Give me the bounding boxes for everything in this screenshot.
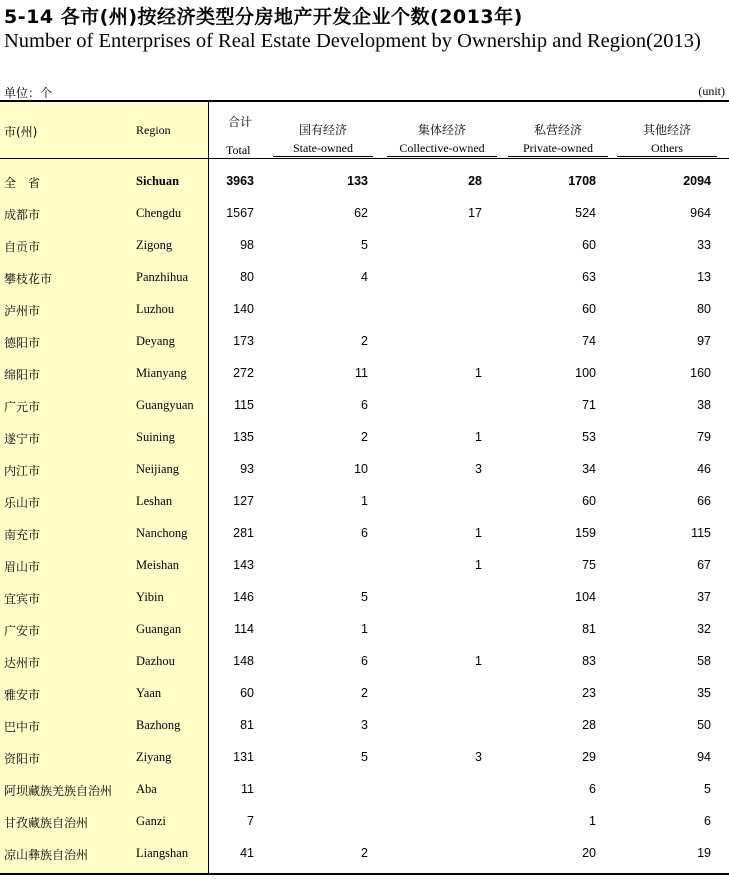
cell-private-owned: 74 bbox=[582, 334, 596, 348]
region-name-cn: 凉山彝族自治州 bbox=[4, 848, 89, 862]
region-name-en: Dazhou bbox=[136, 654, 175, 668]
table-row bbox=[0, 325, 729, 357]
table-row bbox=[0, 645, 729, 677]
region-name-en: Liangshan bbox=[136, 846, 189, 860]
cell-total: 60 bbox=[240, 686, 254, 700]
header-private-en: Private-owned bbox=[523, 141, 593, 155]
unit-label-en: (unit) bbox=[698, 84, 725, 98]
cell-private-owned: 20 bbox=[582, 846, 596, 860]
region-name-cn: 达州市 bbox=[4, 656, 41, 670]
cell-state-owned: 3 bbox=[361, 718, 368, 732]
cell-state-owned: 5 bbox=[361, 590, 368, 604]
table-row bbox=[0, 613, 729, 645]
cell-state-owned: 6 bbox=[361, 654, 368, 668]
cell-others: 35 bbox=[697, 686, 711, 700]
region-name-en: Sichuan bbox=[136, 174, 180, 188]
cell-state-owned: 11 bbox=[355, 366, 368, 380]
cell-others: 964 bbox=[690, 206, 711, 220]
cell-total: 272 bbox=[233, 366, 254, 380]
cell-state-owned: 5 bbox=[361, 750, 368, 764]
region-name-en: Ganzi bbox=[136, 814, 166, 828]
cell-collective-owned: 1 bbox=[475, 654, 482, 668]
header-state bbox=[273, 119, 373, 157]
cell-others: 38 bbox=[697, 398, 711, 412]
cell-private-owned: 159 bbox=[575, 526, 596, 540]
cell-others: 33 bbox=[697, 238, 711, 252]
unit-label-cn: 单位：个 bbox=[4, 86, 53, 100]
cell-state-owned: 133 bbox=[347, 174, 368, 188]
cell-state-owned: 62 bbox=[354, 206, 368, 220]
cell-total: 41 bbox=[240, 846, 254, 860]
cell-collective-owned: 1 bbox=[475, 430, 482, 444]
table-row bbox=[0, 677, 729, 709]
cell-state-owned: 2 bbox=[361, 846, 368, 860]
cell-state-owned: 10 bbox=[354, 462, 368, 476]
cell-others: 115 bbox=[691, 526, 711, 540]
table-row bbox=[0, 421, 729, 453]
cell-total: 173 bbox=[233, 334, 254, 348]
cell-private-owned: 60 bbox=[582, 238, 596, 252]
cell-total: 1567 bbox=[226, 206, 254, 220]
cell-private-owned: 63 bbox=[582, 270, 596, 284]
region-name-en: Neijiang bbox=[136, 462, 180, 476]
header-bottom-rule bbox=[0, 158, 729, 159]
table-top-rule bbox=[0, 100, 729, 102]
cell-total: 148 bbox=[233, 654, 254, 668]
cell-collective-owned: 1 bbox=[475, 526, 482, 540]
header-state-cn: 国有经济 bbox=[298, 123, 347, 137]
region-name-en: Leshan bbox=[136, 494, 173, 508]
cell-others: 66 bbox=[697, 494, 711, 508]
cell-private-owned: 34 bbox=[582, 462, 596, 476]
table-row bbox=[0, 453, 729, 485]
cell-total: 143 bbox=[233, 558, 254, 572]
cell-state-owned: 2 bbox=[361, 334, 368, 348]
cell-others: 37 bbox=[697, 590, 711, 604]
cell-others: 94 bbox=[697, 750, 711, 764]
header-others bbox=[617, 119, 717, 157]
cell-private-owned: 83 bbox=[582, 654, 596, 668]
cell-others: 97 bbox=[697, 334, 711, 348]
cell-total: 146 bbox=[233, 590, 254, 604]
cell-collective-owned: 3 bbox=[475, 750, 482, 764]
cell-collective-owned: 1 bbox=[475, 558, 482, 572]
cell-state-owned: 6 bbox=[361, 398, 368, 412]
region-name-en: Ziyang bbox=[136, 750, 172, 764]
cell-private-owned: 81 bbox=[582, 622, 596, 636]
cell-private-owned: 6 bbox=[589, 782, 596, 796]
cell-state-owned: 6 bbox=[361, 526, 368, 540]
region-name-en: Deyang bbox=[136, 334, 175, 348]
region-name-en: Yibin bbox=[136, 590, 164, 604]
cell-others: 46 bbox=[697, 462, 711, 476]
header-others-underline bbox=[617, 156, 717, 157]
region-name-cn: 攀枝花市 bbox=[4, 272, 53, 286]
region-name-en: Bazhong bbox=[136, 718, 181, 732]
cell-total: 7 bbox=[247, 814, 254, 828]
cell-others: 50 bbox=[697, 718, 711, 732]
table-row bbox=[0, 197, 729, 229]
region-name-cn: 德阳市 bbox=[4, 336, 41, 350]
header-collective-cn: 集体经济 bbox=[417, 123, 466, 137]
cell-private-owned: 524 bbox=[575, 206, 596, 220]
cell-total: 281 bbox=[233, 526, 254, 540]
cell-private-owned: 53 bbox=[582, 430, 596, 444]
cell-private-owned: 23 bbox=[582, 686, 596, 700]
cell-others: 19 bbox=[697, 846, 711, 860]
cell-private-owned: 104 bbox=[575, 590, 596, 604]
table-title-en: Number of Enterprises of Real Estate Development by Ownership and Region(2013) bbox=[4, 30, 701, 52]
cell-others: 58 bbox=[697, 654, 711, 668]
cell-others: 5 bbox=[704, 782, 711, 796]
region-name-cn: 雅安市 bbox=[4, 688, 41, 702]
header-state-en: State-owned bbox=[293, 141, 353, 155]
cell-total: 140 bbox=[233, 302, 254, 316]
cell-others: 32 bbox=[697, 622, 711, 636]
cell-total: 93 bbox=[240, 462, 254, 476]
region-name-en: Yaan bbox=[136, 686, 162, 700]
cell-others: 160 bbox=[690, 366, 711, 380]
cell-private-owned: 71 bbox=[582, 398, 596, 412]
region-name-en: Suining bbox=[136, 430, 175, 444]
table-title-cn: 5-14 各市(州)按经济类型分房地产开发企业个数(2013年) bbox=[4, 6, 523, 28]
cell-collective-owned: 1 bbox=[475, 366, 482, 380]
cell-total: 131 bbox=[233, 750, 254, 764]
cell-state-owned: 1 bbox=[361, 622, 368, 636]
cell-total: 81 bbox=[240, 718, 254, 732]
cell-state-owned: 2 bbox=[361, 686, 368, 700]
cell-private-owned: 1 bbox=[589, 814, 596, 828]
header-region-en: Region bbox=[136, 123, 171, 137]
header-total-en: Total bbox=[226, 143, 251, 157]
region-name-en: Chengdu bbox=[136, 206, 182, 220]
region-name-en: Mianyang bbox=[136, 366, 187, 380]
cell-total: 127 bbox=[233, 494, 254, 508]
cell-total: 135 bbox=[233, 430, 254, 444]
cell-state-owned: 4 bbox=[361, 270, 368, 284]
region-name-cn: 南充市 bbox=[4, 528, 41, 542]
region-name-en: Meishan bbox=[136, 558, 180, 572]
cell-others: 6 bbox=[704, 814, 711, 828]
header-others-cn: 其他经济 bbox=[642, 123, 691, 137]
header-collective bbox=[387, 119, 497, 157]
region-name-cn: 全 省 bbox=[4, 176, 41, 190]
region-name-cn: 遂宁市 bbox=[4, 432, 41, 446]
header-private bbox=[508, 119, 608, 157]
region-name-cn: 成都市 bbox=[4, 208, 41, 222]
table-row bbox=[0, 165, 729, 197]
region-name-en: Nanchong bbox=[136, 526, 188, 540]
region-name-en: Zigong bbox=[136, 238, 173, 252]
table-row bbox=[0, 229, 729, 261]
cell-private-owned: 100 bbox=[575, 366, 596, 380]
header-others-en: Others bbox=[651, 141, 683, 155]
cell-total: 98 bbox=[240, 238, 254, 252]
table-row bbox=[0, 741, 729, 773]
region-name-en: Panzhihua bbox=[136, 270, 189, 284]
cell-private-owned: 28 bbox=[582, 718, 596, 732]
cell-total: 3963 bbox=[226, 174, 254, 188]
cell-state-owned: 5 bbox=[361, 238, 368, 252]
table-row bbox=[0, 773, 729, 805]
cell-private-owned: 60 bbox=[582, 494, 596, 508]
cell-private-owned: 29 bbox=[582, 750, 596, 764]
region-name-cn: 眉山市 bbox=[4, 560, 41, 574]
cell-private-owned: 75 bbox=[582, 558, 596, 572]
cell-others: 13 bbox=[697, 270, 711, 284]
table-row bbox=[0, 261, 729, 293]
region-name-en: Guangan bbox=[136, 622, 182, 636]
table-row bbox=[0, 517, 729, 549]
header-private-cn: 私营经济 bbox=[533, 123, 582, 137]
cell-collective-owned: 3 bbox=[475, 462, 482, 476]
table-row bbox=[0, 485, 729, 517]
cell-others: 67 bbox=[697, 558, 711, 572]
header-state-underline bbox=[273, 156, 373, 157]
region-name-cn: 甘孜藏族自治州 bbox=[4, 816, 89, 830]
region-name-en: Guangyuan bbox=[136, 398, 194, 412]
cell-total: 115 bbox=[234, 398, 254, 412]
cell-private-owned: 60 bbox=[582, 302, 596, 316]
cell-total: 114 bbox=[234, 622, 254, 636]
region-name-cn: 广元市 bbox=[4, 400, 41, 414]
header-private-underline bbox=[508, 156, 608, 157]
table-row bbox=[0, 549, 729, 581]
table-row bbox=[0, 837, 729, 869]
region-name-cn: 阿坝藏族羌族自治州 bbox=[4, 784, 113, 798]
cell-others: 80 bbox=[697, 302, 711, 316]
region-name-cn: 宜宾市 bbox=[4, 592, 41, 606]
header-collective-en: Collective-owned bbox=[399, 141, 485, 155]
region-name-cn: 乐山市 bbox=[4, 496, 41, 510]
cell-state-owned: 2 bbox=[361, 430, 368, 444]
region-name-cn: 自贡市 bbox=[4, 240, 41, 254]
region-name-cn: 巴中市 bbox=[4, 720, 41, 734]
cell-total: 11 bbox=[241, 782, 254, 796]
table-bottom-rule bbox=[0, 873, 729, 875]
cell-total: 80 bbox=[240, 270, 254, 284]
table-row bbox=[0, 357, 729, 389]
region-name-en: Luzhou bbox=[136, 302, 175, 316]
region-name-cn: 绵阳市 bbox=[4, 368, 41, 382]
table-row bbox=[0, 581, 729, 613]
region-name-cn: 广安市 bbox=[4, 624, 41, 638]
region-name-cn: 内江市 bbox=[4, 464, 41, 478]
region-name-en: Aba bbox=[136, 782, 157, 796]
table-row bbox=[0, 805, 729, 837]
header-collective-underline bbox=[387, 156, 497, 157]
region-name-cn: 泸州市 bbox=[4, 304, 41, 318]
cell-others: 79 bbox=[697, 430, 711, 444]
cell-others: 2094 bbox=[683, 174, 711, 188]
cell-state-owned: 1 bbox=[361, 494, 368, 508]
region-name-cn: 资阳市 bbox=[4, 752, 41, 766]
cell-collective-owned: 17 bbox=[468, 206, 482, 220]
cell-collective-owned: 28 bbox=[468, 174, 482, 188]
cell-private-owned: 1708 bbox=[568, 174, 596, 188]
header-city-cn: 市(州) bbox=[4, 125, 38, 139]
table-row bbox=[0, 709, 729, 741]
table-row bbox=[0, 389, 729, 421]
header-total-cn: 合计 bbox=[228, 115, 253, 129]
table-row bbox=[0, 293, 729, 325]
